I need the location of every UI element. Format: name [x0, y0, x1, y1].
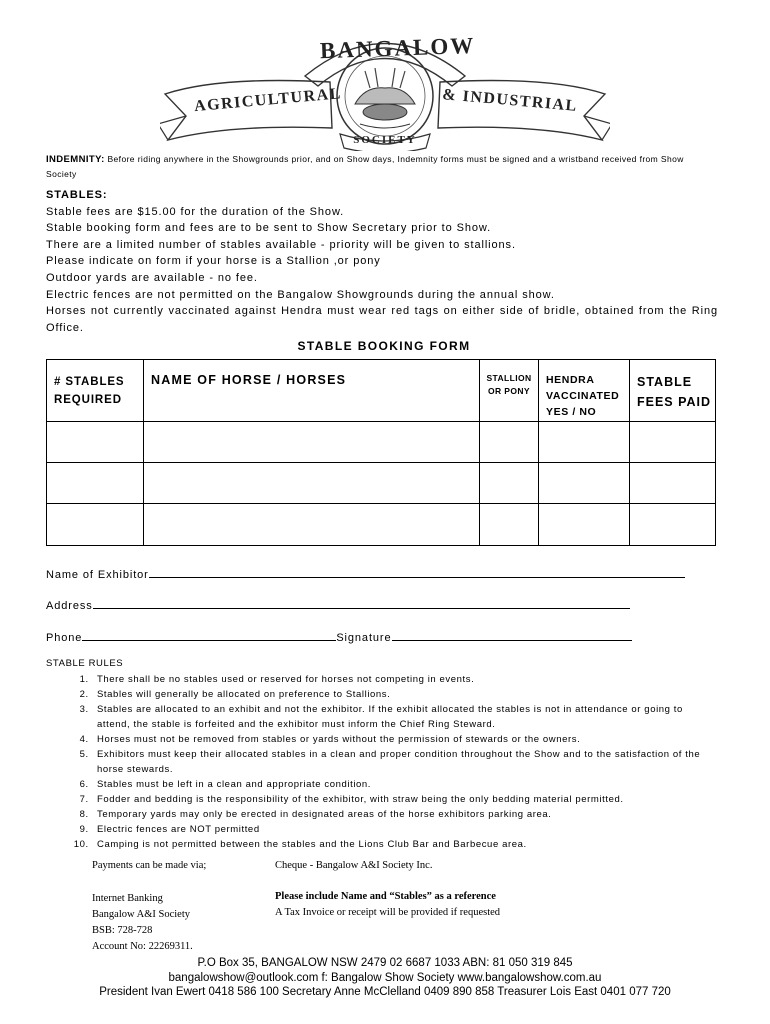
stables-required-input[interactable] — [47, 463, 144, 504]
stables-section — [46, 187, 718, 336]
stables-line: Outdoor yards are available - no fee. — [46, 271, 258, 284]
stables-line: Stable booking form and fees are to be sent to Show Secretary prior to Show. — [46, 222, 492, 235]
rule-item: 3. Stables are allocated to an exhibit and not the exhibitor. If the exhibit allocated the stables is not in attendance or going to attend, the stable is forfeited and the exhibitor must inform the Chief Ring Steward. — [92, 702, 718, 732]
stables-line: There are a limited number of stables available - priority will be given to stallions. — [46, 238, 516, 251]
stables-required-input[interactable] — [47, 422, 144, 463]
invoice-note: A Tax Invoice or receipt will be provided if requested — [275, 907, 501, 918]
footer — [0, 956, 770, 1000]
form-title: STABLE BOOKING FORM — [297, 339, 471, 353]
logo-right-text: & INDUSTRIAL — [441, 86, 579, 115]
rule-item: 6. Stables must be left in a clean and appropriate condition. — [92, 777, 718, 792]
bank-line: Bangalow A&I Society — [92, 909, 190, 920]
rule-item: 8. Temporary yards may only be erected in designated areas of the horse exhibitors parking area. — [92, 807, 718, 822]
address-field — [46, 597, 630, 612]
table-row — [47, 504, 716, 546]
stables-line: Electric fences are not permitted on the Bangalow Showgrounds during the annual show. — [46, 288, 555, 301]
header-fees-paid: STABLE FEES PAID — [630, 360, 716, 422]
signature-input[interactable] — [392, 629, 632, 641]
bank-line: Account No: 22269311. — [92, 941, 193, 952]
stables-line: Please indicate on form if your horse is a Stallion ,or pony — [46, 255, 381, 268]
stables-line: Horses not currently vaccinated against Hendra must wear red tags on either side of bridle, obtained from the Ring Office. — [46, 305, 718, 334]
horse-name-input[interactable] — [144, 422, 480, 463]
exhibitor-input[interactable] — [149, 566, 685, 578]
stables-required-input[interactable] — [47, 504, 144, 546]
rules-section — [46, 672, 718, 852]
rules-heading: STABLE RULES — [46, 658, 124, 669]
stallion-pony-input[interactable] — [480, 504, 539, 546]
table-row — [47, 463, 716, 504]
address-label: Address — [46, 600, 93, 612]
rule-item: 2. Stables will generally be allocated on preference to Stallions. — [92, 687, 718, 702]
indemnity-label: INDEMNITY: — [46, 154, 105, 165]
exhibitor-label: Name of Exhibitor — [46, 569, 149, 581]
bank-line: Internet Banking — [92, 893, 163, 904]
horse-name-input[interactable] — [144, 463, 480, 504]
rule-item: 10. Camping is not permitted between the stables and the Lions Club Bar and Barbecue area. — [92, 837, 718, 852]
fees-paid-input[interactable] — [630, 422, 716, 463]
payment-intro: Payments can be made via; — [92, 860, 207, 871]
hendra-input[interactable] — [539, 463, 630, 504]
logo-bottom-text: SOCIETY — [353, 134, 417, 146]
footer-contact: bangalowshow@outlook.com f: Bangalow Show Society www.bangalowshow.com.au — [168, 971, 602, 984]
hendra-input[interactable] — [539, 422, 630, 463]
bank-details — [92, 891, 193, 955]
fees-paid-input[interactable] — [630, 504, 716, 546]
logo-top-text: BANGALOW — [319, 32, 476, 64]
header-horse-names: NAME OF HORSE / HORSES — [144, 360, 480, 422]
rule-item: 4. Horses must not be removed from stables or yards without the permission of stewards or the owners. — [92, 732, 718, 747]
rule-item: 9. Electric fences are NOT permitted — [92, 822, 718, 837]
booking-table — [46, 359, 716, 546]
rule-item: 7. Fodder and bedding is the responsibility of the exhibitor, with straw being the only bedding material permitted. — [92, 792, 718, 807]
indemnity-notice — [46, 152, 716, 182]
header-hendra: HENDRA VACCINATED YES / NO — [539, 360, 630, 422]
header-stallion-pony: STALLION OR PONY — [480, 360, 539, 422]
stallion-pony-input[interactable] — [480, 463, 539, 504]
exhibitor-field — [46, 566, 685, 581]
table-header-row — [47, 360, 716, 422]
stables-heading: STABLES: — [46, 189, 108, 201]
signature-label: Signature — [336, 632, 392, 644]
table-row — [47, 422, 716, 463]
phone-label: Phone — [46, 632, 83, 644]
address-input[interactable] — [93, 597, 630, 609]
fees-paid-input[interactable] — [630, 463, 716, 504]
horse-name-input[interactable] — [144, 504, 480, 546]
stables-line: Stable fees are $15.00 for the duration of the Show. — [46, 205, 345, 218]
payment-cheque: Cheque - Bangalow A&I Society Inc. — [275, 860, 433, 871]
phone-input[interactable] — [82, 629, 336, 641]
reference-note: Please include Name and “Stables” as a reference — [275, 891, 496, 902]
rule-item: 5. Exhibitors must keep their allocated stables in a clean and proper condition throughout the Show and to the satisfaction of the horse stewards. — [92, 747, 718, 777]
stallion-pony-input[interactable] — [480, 422, 539, 463]
header-stables-required: # STABLES REQUIRED — [47, 360, 144, 422]
rule-item: 1. There shall be no stables used or reserved for horses not competing in events. — [92, 672, 718, 687]
logo-left-text: AGRICULTURAL — [193, 85, 343, 116]
phone-field — [46, 629, 632, 644]
hendra-input[interactable] — [539, 504, 630, 546]
footer-address: P.O Box 35, BANGALOW NSW 2479 02 6687 1033 ABN: 81 050 319 845 — [197, 957, 573, 969]
footer-officers: President Ivan Ewert 0418 586 100 Secretary Anne McClelland 0409 890 858 Treasurer Lois East 0401 077 720 — [99, 986, 671, 998]
rules-list — [46, 672, 718, 852]
society-logo — [160, 16, 610, 151]
bank-line: BSB: 728-728 — [92, 925, 153, 936]
indemnity-text: Before riding anywhere in the Showgrounds prior, and on Show days, Indemnity forms must be signed and a wristband received from Show Society — [46, 154, 684, 179]
